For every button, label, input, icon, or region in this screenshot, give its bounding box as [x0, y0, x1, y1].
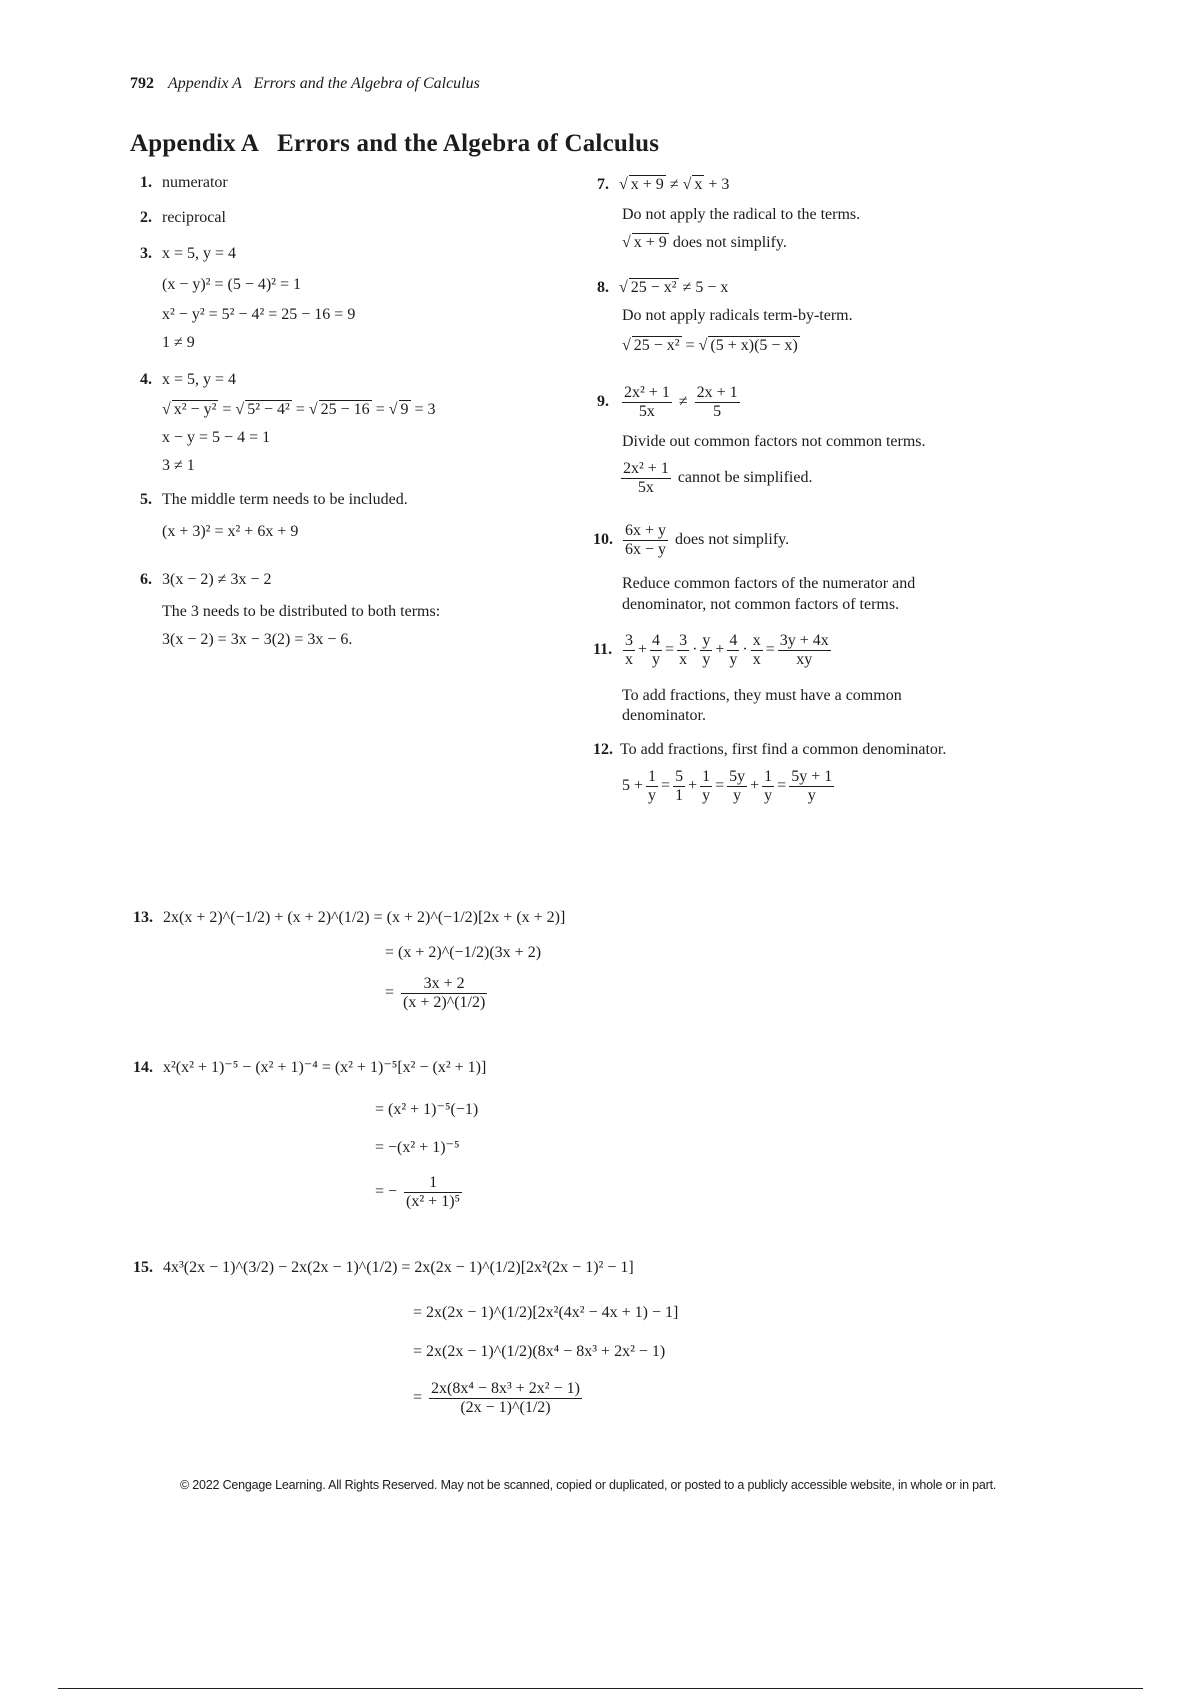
math-lead: 5 + [622, 777, 644, 795]
math-line: 1 ≠ 9 [162, 334, 195, 351]
denominator: y [702, 787, 711, 804]
problem-1 [140, 173, 228, 193]
not-equal: ≠ [678, 393, 688, 411]
denominator: 6x − y [625, 541, 667, 558]
math-line: = (x² + 1)⁻⁵(−1) [375, 1101, 479, 1118]
math-line: (x − y)² = (5 − 4)² = 1 [162, 276, 301, 293]
fraction [700, 768, 712, 805]
denominator: (2x − 1)^(1/2) [429, 1398, 582, 1417]
math-line: = (x + 2)^(−1/2)(3x + 2) [385, 944, 542, 961]
numerator: 1 [648, 768, 657, 785]
numerator: 2x + 1 [696, 384, 738, 401]
math-line: 5 + $\frac{1}{y}$ = $\frac{5}{1}$ + $\frac{1}{y}$ = $\frac{5y}{y}$ + $\frac{1}{y}$ = $\frac{5y + 1}{y}$ [622, 768, 833, 804]
numerator: 3 [679, 632, 688, 649]
math-line: x = 5, y = 4 [162, 245, 237, 262]
problem-number: 5. [140, 491, 152, 508]
problem-2 [140, 208, 226, 228]
problem-5 [140, 490, 408, 510]
radicand: x² − y² [173, 401, 217, 418]
answer-text: cannot be simplified. [677, 469, 813, 487]
radicand: x [694, 176, 703, 193]
problem-6 [140, 570, 271, 590]
problem-number: 9. [597, 393, 609, 411]
math-tail: + 3 [708, 176, 730, 193]
fraction [789, 768, 834, 805]
denominator: y [729, 651, 738, 668]
denominator: y [648, 787, 657, 804]
denominator: y [727, 786, 747, 805]
fraction [404, 1174, 462, 1211]
equals: = [685, 337, 695, 354]
result: = 3 [414, 401, 436, 418]
denominator: y [702, 651, 711, 668]
numerator: 5 [675, 768, 684, 785]
answer-text: denominator. [622, 707, 706, 724]
fraction [621, 460, 671, 497]
fraction [623, 522, 668, 559]
numerator: 2x² + 1 [624, 384, 670, 401]
radicand: 25 − x² [630, 279, 677, 296]
numerator: 6x + y [625, 522, 667, 539]
math-line: (x + 3)² = x² + 6x + 9 [162, 523, 299, 540]
problem-14 [133, 1058, 486, 1078]
problem-number: 1. [140, 174, 152, 191]
math-line: x² − y² = 5² − 4² = 25 − 16 = 9 [162, 306, 356, 323]
page-title: Appendix A Errors and the Algebra of Calculus [130, 130, 660, 157]
copyright-footer: © 2022 Cengage Learning. All Rights Reserved. May not be scanned, copied or duplicated, or posted to a publicly accessible website, in whole or in part. [180, 1478, 997, 1492]
problem-3 [140, 244, 236, 264]
answer-text: numerator [162, 174, 228, 191]
numerator: 3y + 4x [779, 632, 829, 649]
math-lhs: x²(x² + 1)⁻⁵ − (x² + 1)⁻⁴ [163, 1059, 318, 1076]
problem-number: 7. [597, 176, 609, 193]
math-line: = − $\frac{1}{\text{(x² + 1)⁵}}$ [375, 1174, 461, 1210]
problem-number: 13. [133, 909, 153, 926]
math-line: = −(x² + 1)⁻⁵ [375, 1139, 460, 1156]
fraction [778, 632, 831, 669]
radicand: 5² − 4² [247, 401, 290, 418]
answer-text: Reduce common factors of the numerator and [622, 575, 916, 592]
numerator: 5y + 1 [791, 768, 833, 785]
math-line: 3(x − 2) ≠ 3x − 2 [162, 571, 272, 588]
not-equal: ≠ [669, 176, 679, 193]
math-lhs: 2x(x + 2)^(−1/2) + (x + 2)^(1/2) [163, 909, 370, 926]
numerator: 2x(8x⁴ − 8x³ + 2x² − 1) [431, 1380, 580, 1397]
numerator: y [702, 632, 711, 649]
fraction [673, 768, 685, 805]
answer-text: reciprocal [162, 209, 226, 226]
math-line: = (x + 2)^(−1/2)[2x + (x + 2)] [373, 909, 566, 926]
numerator: 5y [729, 768, 746, 785]
denominator: 1 [675, 787, 684, 804]
answer-text: Do not apply the radical to the terms. [622, 206, 861, 223]
radicand: 25 − 16 [320, 401, 370, 418]
problem-12 [593, 740, 946, 760]
math-line: = 2x(2x − 1)^(1/2)[2x²(2x − 1)² − 1] [401, 1259, 634, 1276]
answer-text: Divide out common factors not common terms. [622, 433, 926, 450]
answer-text: does not simplify. [675, 531, 790, 549]
fraction [650, 632, 662, 669]
denominator: y [764, 787, 773, 804]
problem-number: 8. [597, 279, 609, 296]
problem-9 [597, 384, 743, 421]
denominator: x [752, 651, 761, 668]
problem-number: 14. [133, 1059, 153, 1076]
math-line: = 2x(2x − 1)^(1/2)(8x⁴ − 8x³ + 2x² − 1) [413, 1343, 666, 1360]
math-line: = $\frac{\text{2x(8x⁴ − 8x³ + 2x² − 1)}}{(2x - 1)\^{}(1/2)}$ [413, 1380, 580, 1416]
running-title: Appendix A Errors and the Algebra of Calculus [168, 75, 480, 92]
numerator: x [752, 632, 761, 649]
numerator: 4 [729, 632, 738, 649]
answer-text: To add fractions, they must have a common [622, 687, 902, 704]
fraction [401, 975, 487, 1012]
math-line: x − y = 5 − 4 = 1 [162, 429, 271, 446]
numerator: 3 [625, 632, 633, 649]
denominator: 5 [695, 402, 740, 421]
math-lhs: 4x³(2x − 1)^(3/2) − 2x(2x − 1)^(1/2) [163, 1259, 398, 1276]
radicand: x + 9 [630, 176, 664, 193]
fraction [622, 384, 672, 421]
math-line: √ 25 − x² = √ (5 + x)(5 − x) [622, 337, 798, 354]
radicand: 9 [400, 401, 409, 418]
denominator: xy [778, 650, 831, 669]
fraction [762, 768, 774, 805]
radicand: 25 − x² [633, 337, 680, 354]
problem-number: 10. [593, 531, 613, 549]
denominator: x [679, 651, 688, 668]
fraction [727, 768, 747, 805]
problem-4 [140, 370, 236, 390]
denominator: (x + 2)^(1/2) [403, 994, 486, 1011]
math-line: = $\frac{3x + 2}{(x + 2)\^{}(1/2)}$ [385, 975, 486, 1011]
math-line [618, 460, 812, 497]
problem-number: 2. [140, 209, 152, 226]
fraction [695, 384, 740, 421]
denominator: 5x [622, 402, 672, 421]
math-line: √ x + 9 does not simplify. [622, 234, 787, 251]
numerator: 3x + 2 [423, 975, 465, 992]
math-line: = 2x(2x − 1)^(1/2)[2x²(4x² − 4x + 1) − 1] [413, 1304, 679, 1321]
numerator: 1 [429, 1174, 438, 1191]
page-number: 792 [130, 75, 154, 92]
fraction [700, 632, 712, 669]
fraction [727, 632, 739, 669]
problem-number: 4. [140, 371, 152, 388]
answer-text: does not simplify. [672, 234, 787, 251]
problem-10 [593, 522, 789, 559]
math-line: x = 5, y = 4 [162, 371, 237, 388]
running-header [130, 75, 480, 93]
math-line: 3 ≠ 1 [162, 457, 195, 474]
radicand: (5 + x)(5 − x) [710, 337, 798, 354]
denominator: y [789, 786, 834, 805]
answer-text: Do not apply radicals term-by-term. [622, 307, 853, 324]
problem-7: 7. √ x + 9 ≠ √ x + 3 [597, 176, 730, 193]
bottom-rule [58, 1688, 1143, 1689]
math-line: 3(x − 2) = 3x − 3(2) = 3x − 6. [162, 631, 353, 648]
numerator: 4 [652, 632, 661, 649]
problem-13 [133, 908, 565, 928]
denominator: x [625, 651, 633, 668]
problem-number: 11. [593, 641, 613, 659]
denominator: y [652, 651, 661, 668]
problem-number: 15. [133, 1259, 153, 1276]
numerator: 2x² + 1 [623, 460, 669, 477]
fraction [751, 632, 763, 669]
problem-number: 3. [140, 245, 152, 262]
denominator: (x² + 1)⁵ [406, 1193, 461, 1210]
answer-text: denominator, not common factors of terms. [622, 596, 900, 613]
math-line: = (x² + 1)⁻⁵[x² − (x² + 1)] [321, 1059, 487, 1076]
problem-number: 12. [593, 741, 613, 758]
problem-8: 8. √ 25 − x² ≠ 5 − x [597, 279, 729, 296]
radical-chain: √ x² − y² = √ 5² − 4² = √ 25 − 16 = √ 9 = 3 [162, 401, 436, 418]
answer-text: The middle term needs to be included. [162, 491, 408, 508]
denominator: 5x [621, 478, 671, 497]
answer-text: The 3 needs to be distributed to both terms: [162, 603, 441, 620]
numerator: 1 [764, 768, 773, 785]
fraction [623, 632, 635, 669]
math-tail: ≠ 5 − x [682, 279, 729, 296]
fraction [429, 1380, 582, 1417]
fraction [646, 768, 658, 805]
problem-15 [133, 1258, 634, 1278]
numerator: 1 [702, 768, 711, 785]
problem-number: 6. [140, 571, 152, 588]
problem-11: 11. $\frac{3}{x}$ + $\frac{4}{y}$ = $\frac{3}{x}$ · $\frac{y}{y}$ + $\frac{4}{y}$ · $\frac{x}{x}$ = $\frac{3y + 4x}{xy}$ [593, 632, 829, 668]
radicand: x + 9 [633, 234, 667, 251]
answer-text: To add fractions, first find a common denominator. [620, 741, 947, 758]
fraction [677, 632, 689, 669]
